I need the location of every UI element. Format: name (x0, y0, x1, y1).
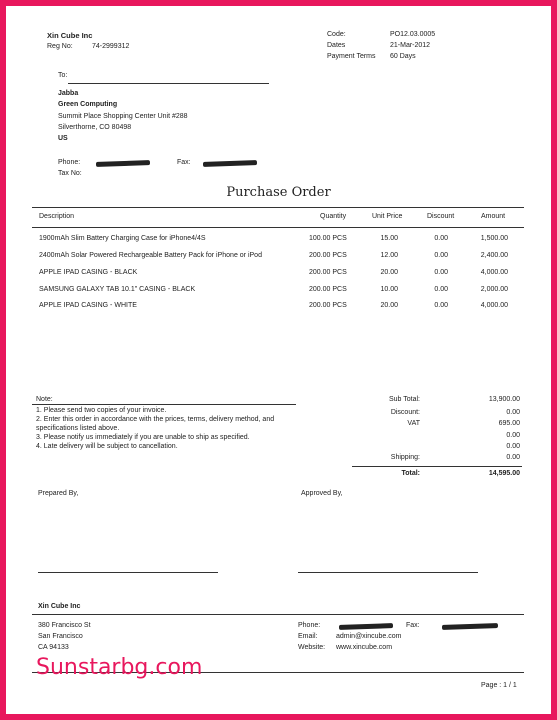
footer-website: www.xincube.com (336, 644, 393, 651)
cell-quantity: 200.00 PCS (309, 269, 347, 276)
header-amount: Amount (481, 213, 506, 220)
cell-unit-price: 20.00 (380, 269, 398, 276)
footer-rule (32, 614, 524, 615)
cell-quantity: 200.00 PCS (309, 252, 347, 259)
vat-value: 695.00 (498, 420, 520, 427)
cell-unit-price: 20.00 (380, 302, 398, 309)
cell-amount: 1,500.00 (480, 235, 508, 242)
subtotal-label: Sub Total: (388, 396, 420, 403)
table-header-rule (32, 227, 524, 228)
recipient-name: Jabba (58, 90, 79, 97)
watermark-text: Sunstarbg.com (36, 655, 203, 680)
cell-unit-price: 10.00 (380, 286, 398, 293)
shipping-value: 0.00 (506, 454, 520, 461)
cell-discount: 0.00 (434, 286, 448, 293)
footer-address3: CA 94133 (38, 644, 69, 651)
cell-quantity: 100.00 PCS (309, 235, 347, 242)
dates-value: 21-Mar-2012 (390, 42, 431, 49)
cell-description: APPLE IPAD CASING - BLACK (39, 269, 138, 276)
blank-charge-value: 0.00 (506, 443, 520, 450)
notes-rule (32, 404, 296, 405)
cell-amount: 4,000.00 (480, 302, 508, 309)
footer-email: admin@xincube.com (336, 633, 402, 640)
dates-label: Dates (327, 42, 346, 49)
cell-quantity: 200.00 PCS (309, 286, 347, 293)
note-line: 4. Late delivery will be subject to cancellation. (36, 443, 178, 450)
to-label: To: (58, 72, 68, 79)
prepared-by-label: Prepared By, (38, 490, 79, 497)
phone-label: Phone: (58, 159, 81, 166)
cell-description: SAMSUNG GALAXY TAB 10.1" CASING - BLACK (39, 286, 196, 293)
cell-discount: 0.00 (434, 235, 448, 242)
blank-charge-value: 0.00 (506, 432, 520, 439)
recipient-address1: Summit Place Shopping Center Unit #288 (58, 113, 188, 120)
approved-signature-line (298, 572, 478, 573)
subtotal-value: 13,900.00 (488, 396, 520, 403)
header-unit-price: Unit Price (372, 213, 403, 220)
to-divider (68, 83, 269, 84)
cell-amount: 2,000.00 (480, 286, 508, 293)
terms-value: 60 Days (390, 53, 416, 60)
fax-label: Fax: (177, 159, 191, 166)
table-top-rule (32, 207, 524, 208)
notes-label: Note: (36, 396, 53, 403)
totals-rule (352, 466, 522, 467)
taxno-label: Tax No: (58, 170, 82, 177)
cell-description: 2400mAh Solar Powered Rechargeable Battery Pack for iPhone or iPod (39, 252, 262, 259)
cell-discount: 0.00 (434, 302, 448, 309)
footer-phone-label: Phone: (298, 622, 321, 629)
terms-label: Payment Terms (327, 53, 376, 60)
recipient-company: Green Computing (58, 101, 118, 108)
header-description: Description (39, 213, 75, 220)
page-number: Page : 1 / 1 (481, 682, 517, 689)
vat-label: VAT (407, 420, 420, 427)
cell-description: APPLE IPAD CASING - WHITE (39, 302, 137, 309)
recipient-address2: Silverthorne, CO 80498 (58, 124, 132, 131)
cell-amount: 2,400.00 (480, 252, 508, 259)
note-line: 3. Please notify us immediately if you are unable to ship as specified. (36, 434, 250, 441)
redacted-phone (96, 160, 150, 167)
total-label: Total: (401, 470, 420, 477)
code-value: PO12.03.0005 (390, 31, 436, 38)
header-discount: Discount (427, 213, 455, 220)
redacted-footer-fax (442, 623, 498, 630)
cell-amount: 4,000.00 (480, 269, 508, 276)
discount-label: Discount: (390, 409, 420, 416)
redacted-fax (203, 160, 257, 167)
footer-website-label: Website: (298, 644, 326, 651)
cell-unit-price: 15.00 (380, 235, 398, 242)
company-name: Xin Cube Inc (47, 31, 93, 40)
footer-company: Xin Cube Inc (38, 603, 81, 610)
cell-quantity: 200.00 PCS (309, 302, 347, 309)
footer-email-label: Email: (298, 633, 318, 640)
prepared-signature-line (38, 572, 218, 573)
reg-number: 74-2999312 (92, 43, 130, 50)
document-page (6, 6, 551, 714)
document-title: Purchase Order (226, 185, 331, 200)
header-quantity: Quantity (320, 213, 347, 220)
footer-address1: 380 Francisco St (38, 622, 91, 629)
cell-discount: 0.00 (434, 269, 448, 276)
cell-description: 1900mAh Slim Battery Charging Case for iPhone4/4S (39, 235, 206, 242)
cell-discount: 0.00 (434, 252, 448, 259)
code-label: Code: (327, 31, 346, 38)
note-line: 2. Enter this order in accordance with the prices, terms, delivery method, and (36, 416, 275, 423)
footer-address2: San Francisco (38, 633, 83, 640)
recipient-country: US (58, 135, 68, 142)
approved-by-label: Approved By, (301, 490, 343, 497)
redacted-footer-phone (339, 623, 393, 630)
reg-label: Reg No: (47, 43, 73, 50)
discount-value: 0.00 (506, 409, 520, 416)
total-value: 14,595.00 (488, 470, 520, 477)
note-line: specifications listed above. (36, 425, 120, 432)
cell-unit-price: 12.00 (380, 252, 398, 259)
footer-fax-label: Fax: (406, 622, 420, 629)
note-line: 1. Please send two copies of your invoice. (36, 407, 167, 414)
shipping-label: Shipping: (390, 454, 420, 461)
